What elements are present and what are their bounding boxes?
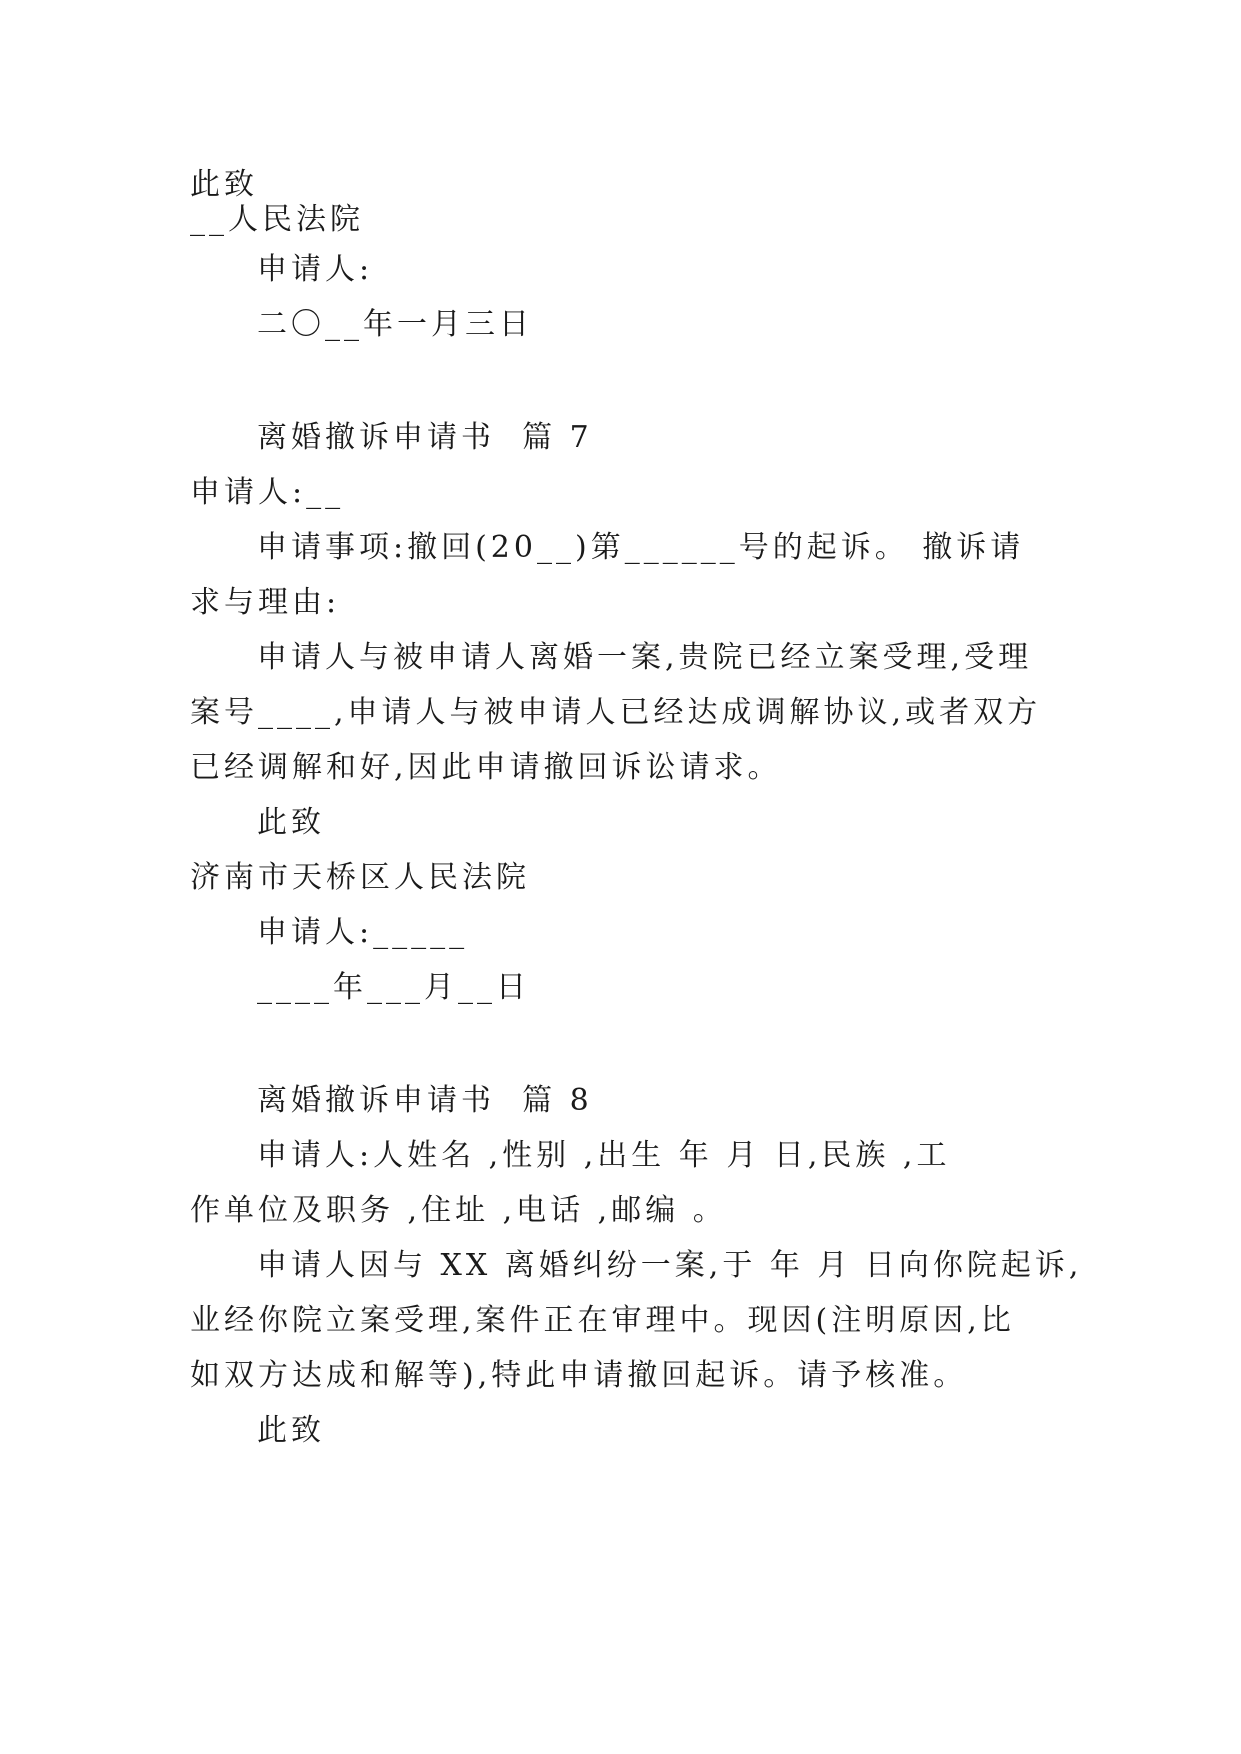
date-line: ____年___月__日 xyxy=(257,970,530,1005)
reason-paragraph-line: 申请人与被申请人离婚一案,贵院已经立案受理,受理 xyxy=(257,640,1033,675)
applicant-info-line: 申请人:人姓名 ,性别 ,出生 年 月 日,民族 ,工 xyxy=(257,1138,951,1173)
body-paragraph-line: 业经你院立案受理,案件正在审理中。现因(注明原因,比 xyxy=(190,1303,1015,1338)
request-item-line-cont: 求与理由: xyxy=(190,585,341,620)
section-title-8: 离婚撤诉申请书 篇 8 xyxy=(257,1083,593,1118)
applicant-label: 申请人: xyxy=(257,252,374,287)
reason-paragraph-line: 已经调解和好,因此申请撤回诉讼请求。 xyxy=(190,750,782,785)
reason-paragraph-line: 案号____,申请人与被申请人已经达成调解协议,或者双方 xyxy=(190,695,1042,730)
date-line: 二〇__年一月三日 xyxy=(257,307,533,342)
salutation: 此致 xyxy=(257,805,325,840)
salutation: 此致 xyxy=(190,167,258,202)
body-paragraph-line: 如双方达成和解等),特此申请撤回起诉。请予核准。 xyxy=(190,1358,968,1393)
court-name: 济南市天桥区人民法院 xyxy=(190,860,530,895)
court-name: __人民法院 xyxy=(190,202,364,237)
request-item-line: 申请事项:撤回(20__)第______号的起诉。 撤诉请 xyxy=(257,530,1025,565)
applicant-info-line: 作单位及职务 ,住址 ,电话 ,邮编 。 xyxy=(190,1193,727,1228)
applicant-signature: 申请人:_____ xyxy=(257,915,469,950)
section-title-7: 离婚撤诉申请书 篇 7 xyxy=(257,420,593,455)
salutation: 此致 xyxy=(257,1413,325,1448)
applicant-line: 申请人:__ xyxy=(190,475,345,510)
body-paragraph-line: 申请人因与 XX 离婚纠纷一案,于 年 月 日向你院起诉, xyxy=(257,1248,1083,1283)
